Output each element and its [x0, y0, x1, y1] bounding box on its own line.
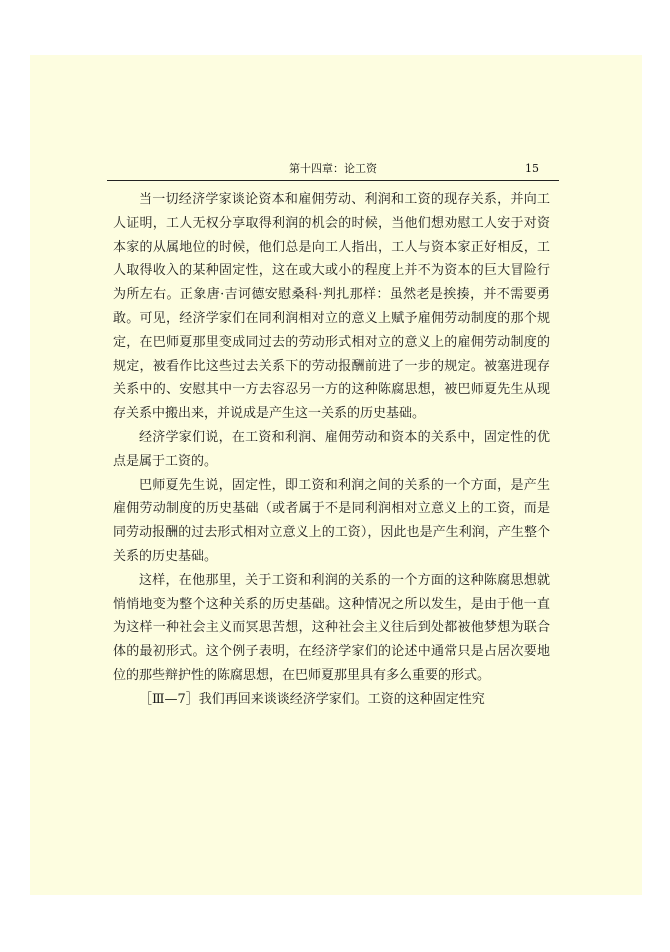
header-rule: [107, 180, 559, 181]
paragraph: 经济学家们说，在工资和利润、雇佣劳动和资本的关系中，固定性的优点是属于工资的。: [113, 429, 550, 469]
paragraph: 当一切经济学家谈论资本和雇佣劳动、利润和工资的现存关系，并向工人证明，工人无权分享取得利润的机会的时候，当他们想劝慰工人安于对资本家的从属地位的时候，他们总是向工人指出，工人与资本家正好相反，工人取得收入的某种固定性，这在或大或小的程度上并不为资本的巨大冒险行为所左右。正象唐·吉诃德安慰桑科·判扎那样：虽然老是挨揍，并不需要勇敢。可见，经济学家们在同利润相对立的意义上赋予雇佣劳动制度的那个规定，在巴师夏那里变成同过去的劳动形式相对立的意义上的雇佣劳动制度的规定，被看作比这些过去关系下的劳动报酬前进了一步的规定。被塞进现存关系中的、安慰其中一方去容忍另一方的这种陈腐思想，被巴师夏先生从现存关系中搬出来，并说成是产生这一关系的历史基础。: [113, 192, 550, 422]
page-number: 15: [525, 162, 539, 175]
paragraph: 这样，在他那里，关于工资和利润的关系的一个方面的这种陈腐思想就悄悄地变为整个这种关系的历史基础。这种情况之所以发生，是由于他一直为这样一种社会主义而冥思苦想，这种社会主义往后到处都被他梦想为联合体的最初形式。这个例子表明，在经济学家们的论述中通常只是占居次要地位的那些辩护性的陈腐思想，在巴师夏那里具有多么重要的形式。: [113, 572, 550, 683]
chapter-title: 第十四章：论工资: [289, 162, 377, 175]
running-header: [107, 162, 559, 180]
paragraph: 巴师夏先生说，固定性，即工资和利润之间的关系的一个方面，是产生雇佣劳动制度的历史基础（或者属于不是同利润相对立意义上的工资，而是同劳动报酬的过去形式相对立意义上的工资），因此也是产生利润，产生整个关系的历史基础。: [113, 477, 550, 564]
paragraph: ［Ⅲ—7］我们再回来谈谈经济学家们。工资的这种固定性究: [139, 691, 485, 707]
body-text: [113, 188, 550, 712]
